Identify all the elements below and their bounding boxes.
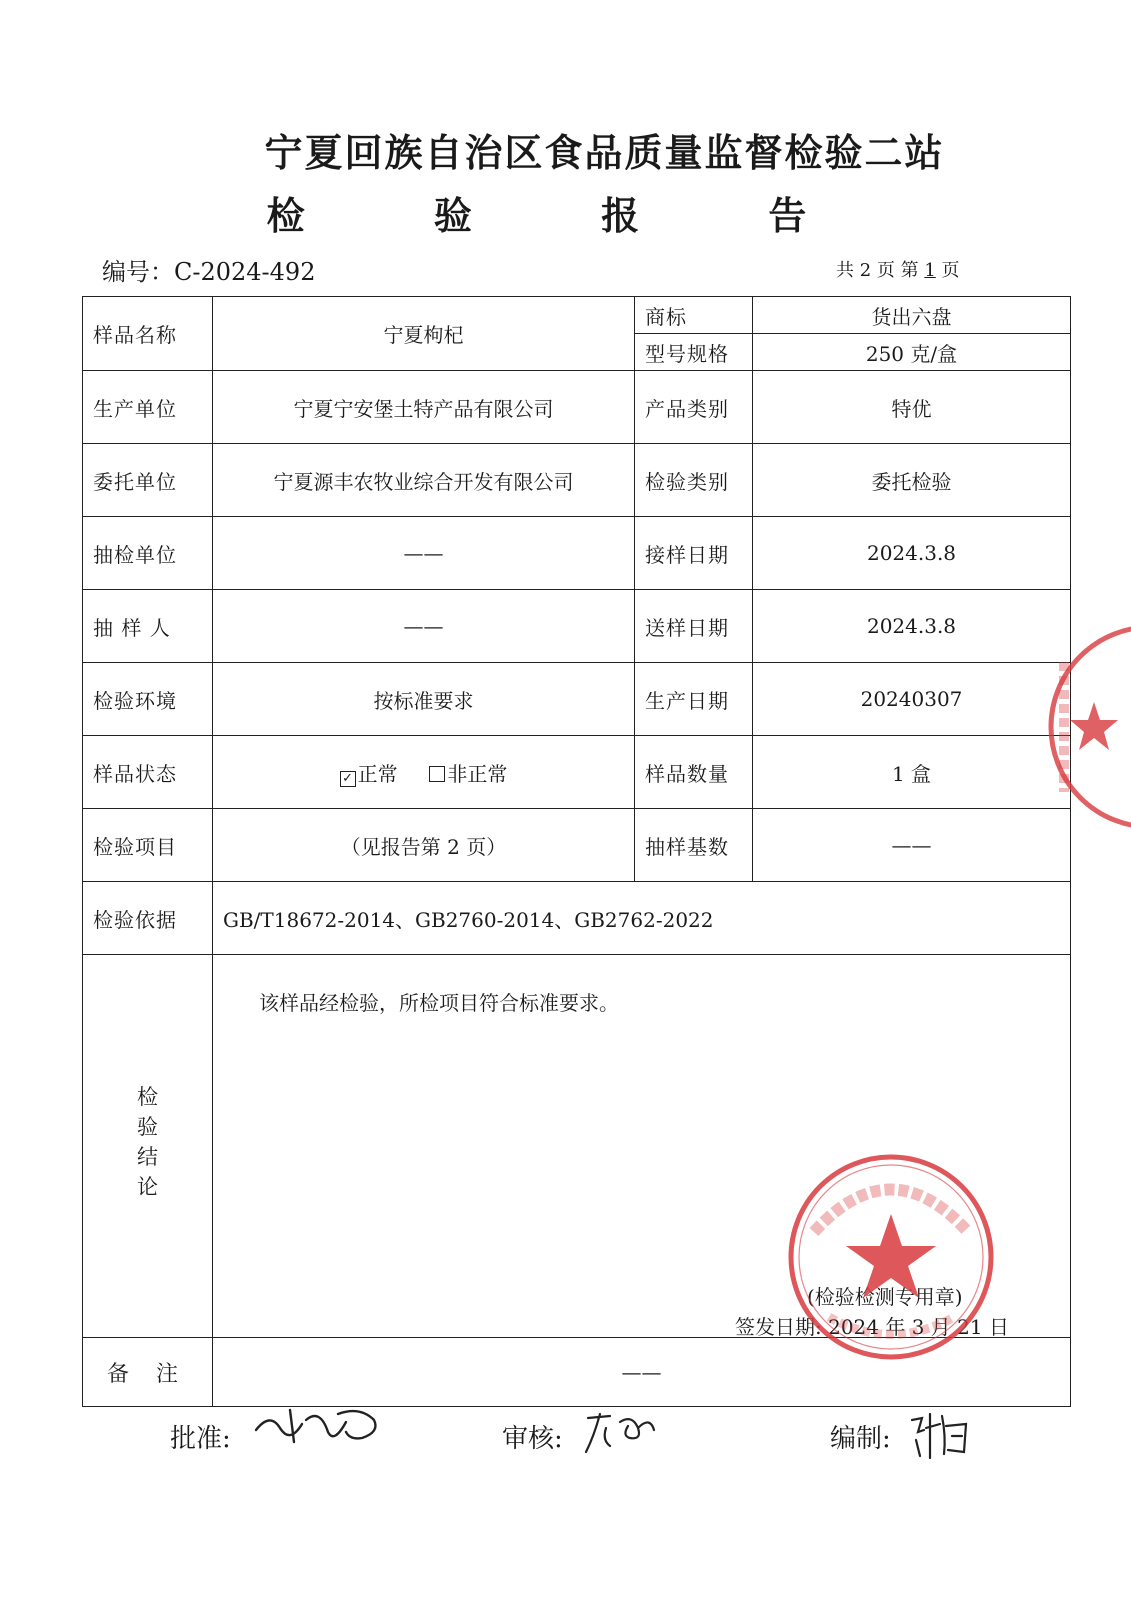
remark-label: 备 注 — [83, 1338, 213, 1407]
sampler-label: 抽 样 人 — [83, 590, 213, 663]
state-abnormal: 非正常 — [447, 761, 508, 786]
page-info-prefix: 共 2 页 第 — [836, 260, 925, 281]
report-number-value: C-2024-492 — [174, 258, 316, 286]
product-category-label: 产品类别 — [635, 371, 753, 444]
normal-checkbox: ✓ — [340, 771, 356, 787]
stamp-label: (检验检测专用章) — [807, 1285, 963, 1309]
producer: 宁夏宁安堡土特产品有限公司 — [213, 371, 635, 444]
conclusion-label-char: 结 — [137, 1145, 158, 1169]
basis: GB/T18672-2014、GB2760-2014、GB2762-2022 — [213, 882, 1071, 955]
receive-date: 2024.3.8 — [753, 517, 1071, 590]
inspection-type: 委托检验 — [753, 444, 1071, 517]
environment-label: 检验环境 — [83, 663, 213, 736]
table-row — [83, 809, 1071, 882]
production-date-label: 生产日期 — [635, 663, 753, 736]
table-row — [83, 444, 1071, 517]
report-title: 检 验 报 告 — [266, 194, 865, 238]
approver-signature-icon — [250, 1402, 390, 1450]
table-row — [83, 517, 1071, 590]
client: 宁夏源丰农牧业综合开发有限公司 — [213, 444, 635, 517]
trademark-label: 商标 — [635, 297, 753, 334]
table-row — [83, 882, 1071, 955]
inspection-type-label: 检验类别 — [635, 444, 753, 517]
conclusion-label-char: 验 — [137, 1115, 158, 1139]
reviewer-signature-icon — [580, 1406, 660, 1456]
sampling-base-label: 抽样基数 — [635, 809, 753, 882]
institution-title: 宁夏回族自治区食品质量监督检验二站 — [264, 131, 945, 175]
table-row — [83, 297, 1071, 334]
basis-label: 检验依据 — [83, 882, 213, 955]
items-label: 检验项目 — [83, 809, 213, 882]
compiler-signature-icon — [906, 1406, 976, 1462]
environment: 按标准要求 — [213, 663, 635, 736]
sampling-unit: —— — [213, 517, 635, 590]
remark: —— — [213, 1338, 1071, 1407]
sample-name: 宁夏枸杞 — [213, 297, 635, 371]
abnormal-checkbox — [429, 766, 445, 782]
conclusion-text: 该样品经检验，所检项目符合标准要求。 — [259, 991, 619, 1015]
sampler: —— — [213, 590, 635, 663]
table-row — [83, 590, 1071, 663]
page-current: 1 — [924, 260, 936, 281]
table-row — [83, 736, 1071, 809]
table-row — [83, 371, 1071, 444]
partial-seal-icon — [1046, 622, 1131, 832]
production-date: 20240307 — [753, 663, 1071, 736]
spec: 250 克/盒 — [753, 334, 1071, 371]
compile-label: 编制: — [830, 1424, 891, 1454]
sample-name-label: 样品名称 — [83, 297, 213, 371]
receive-date-label: 接样日期 — [635, 517, 753, 590]
page-info-suffix: 页 — [935, 260, 960, 281]
official-seal-icon — [784, 1152, 998, 1362]
sample-qty-label: 样品数量 — [635, 736, 753, 809]
producer-label: 生产单位 — [83, 371, 213, 444]
report-number-label: 编号： — [102, 258, 174, 286]
sampling-base: —— — [753, 809, 1071, 882]
page-info — [836, 256, 960, 282]
conclusion-label — [83, 955, 213, 1338]
table-row — [83, 663, 1071, 736]
trademark: 货出六盘 — [753, 297, 1071, 334]
items: （见报告第 2 页） — [213, 809, 635, 882]
conclusion-label-char: 检 — [137, 1085, 158, 1109]
approve-label: 批准: — [170, 1424, 231, 1454]
send-date: 2024.3.8 — [753, 590, 1071, 663]
sampling-unit-label: 抽检单位 — [83, 517, 213, 590]
product-category: 特优 — [753, 371, 1071, 444]
sample-state — [213, 736, 635, 809]
send-date-label: 送样日期 — [635, 590, 753, 663]
client-label: 委托单位 — [83, 444, 213, 517]
conclusion-label-char: 论 — [137, 1175, 158, 1199]
spec-label: 型号规格 — [635, 334, 753, 371]
review-label: 审核: — [502, 1424, 563, 1454]
sample-qty: 1 盒 — [753, 736, 1071, 809]
issue-date: 签发日期: 2024 年 3 月 21 日 — [735, 1315, 1009, 1339]
report-number — [102, 252, 315, 287]
state-normal: 正常 — [357, 761, 398, 786]
sample-state-label: 样品状态 — [83, 736, 213, 809]
